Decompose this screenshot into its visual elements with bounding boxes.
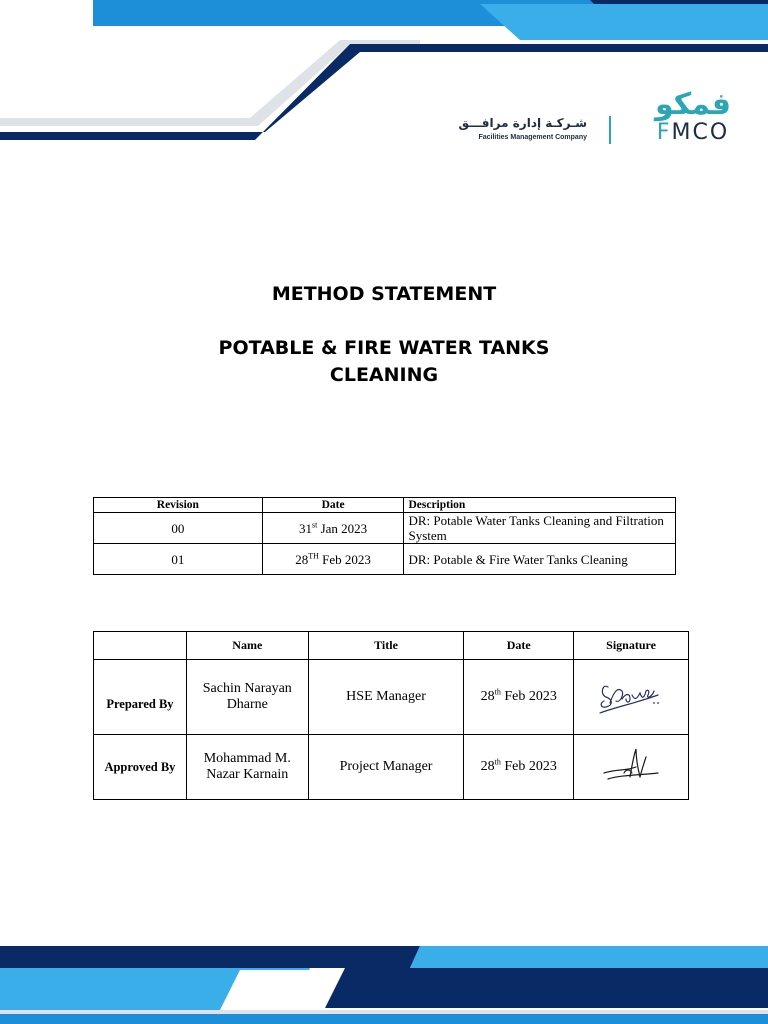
fmco-arabic-logo: فمكو bbox=[654, 87, 731, 122]
revision-header-row bbox=[94, 498, 676, 513]
date-rest: Feb 2023 bbox=[500, 689, 557, 704]
role-cell: Prepared By bbox=[94, 660, 187, 735]
signature-image bbox=[596, 673, 666, 717]
table-row bbox=[94, 513, 676, 544]
approval-header-row bbox=[94, 632, 689, 660]
table-row bbox=[94, 660, 689, 735]
revision-table bbox=[93, 497, 676, 575]
date-day: 31 bbox=[299, 520, 312, 536]
description-cell: DR: Potable Water Tanks Cleaning and Filtration System bbox=[404, 513, 676, 544]
date-cell bbox=[464, 735, 574, 800]
date-suffix: th bbox=[494, 757, 501, 767]
name-cell: Sachin Narayan Dharne bbox=[186, 660, 308, 735]
revision-header: Revision bbox=[94, 498, 263, 513]
signature-image bbox=[596, 743, 666, 787]
logo-divider bbox=[609, 116, 611, 144]
table-row bbox=[94, 735, 689, 800]
revision-cell: 00 bbox=[94, 513, 263, 544]
signature-cell bbox=[574, 735, 689, 800]
date-rest: Feb 2023 bbox=[318, 551, 371, 567]
document-subject-title: POTABLE & FIRE WATER TANKS CLEANING bbox=[218, 337, 550, 386]
signature-cell bbox=[574, 660, 689, 735]
date-cell bbox=[262, 544, 404, 575]
date-header: Date bbox=[464, 632, 574, 660]
date-suffix: st bbox=[312, 520, 318, 530]
role-header bbox=[94, 632, 187, 660]
approval-table bbox=[93, 631, 689, 800]
signature-header: Signature bbox=[574, 632, 689, 660]
revision-cell: 01 bbox=[94, 544, 263, 575]
date-suffix: TH bbox=[308, 551, 319, 561]
footer-banner bbox=[0, 930, 768, 1024]
description-cell: DR: Potable & Fire Water Tanks Cleaning bbox=[404, 544, 676, 575]
company-english-name: Facilities Management Company bbox=[478, 134, 587, 141]
fmco-logo-rest: MCO bbox=[671, 120, 730, 145]
date-day: 28 bbox=[480, 759, 495, 774]
company-arabic-name: شـركـة إدارة مرافـــق bbox=[458, 116, 587, 130]
title-cell: Project Manager bbox=[308, 735, 464, 800]
title-cell: HSE Manager bbox=[308, 660, 464, 735]
date-day: 28 bbox=[480, 689, 495, 704]
date-header: Date bbox=[262, 498, 404, 513]
date-cell bbox=[262, 513, 404, 544]
description-header: Description bbox=[404, 498, 676, 513]
name-header: Name bbox=[186, 632, 308, 660]
fmco-logo-f: F bbox=[656, 120, 672, 145]
date-day: 28 bbox=[295, 551, 309, 567]
name-cell: Mohammad M. Nazar Karnain bbox=[186, 735, 308, 800]
date-cell bbox=[464, 660, 574, 735]
fmco-logo bbox=[638, 120, 748, 145]
document-type-title: METHOD STATEMENT bbox=[271, 283, 497, 305]
date-rest: Jan 2023 bbox=[317, 520, 368, 536]
date-rest: Feb 2023 bbox=[500, 759, 557, 774]
role-cell: Approved By bbox=[94, 735, 187, 800]
date-suffix: th bbox=[494, 687, 501, 697]
table-row bbox=[94, 544, 676, 575]
title-header: Title bbox=[308, 632, 464, 660]
